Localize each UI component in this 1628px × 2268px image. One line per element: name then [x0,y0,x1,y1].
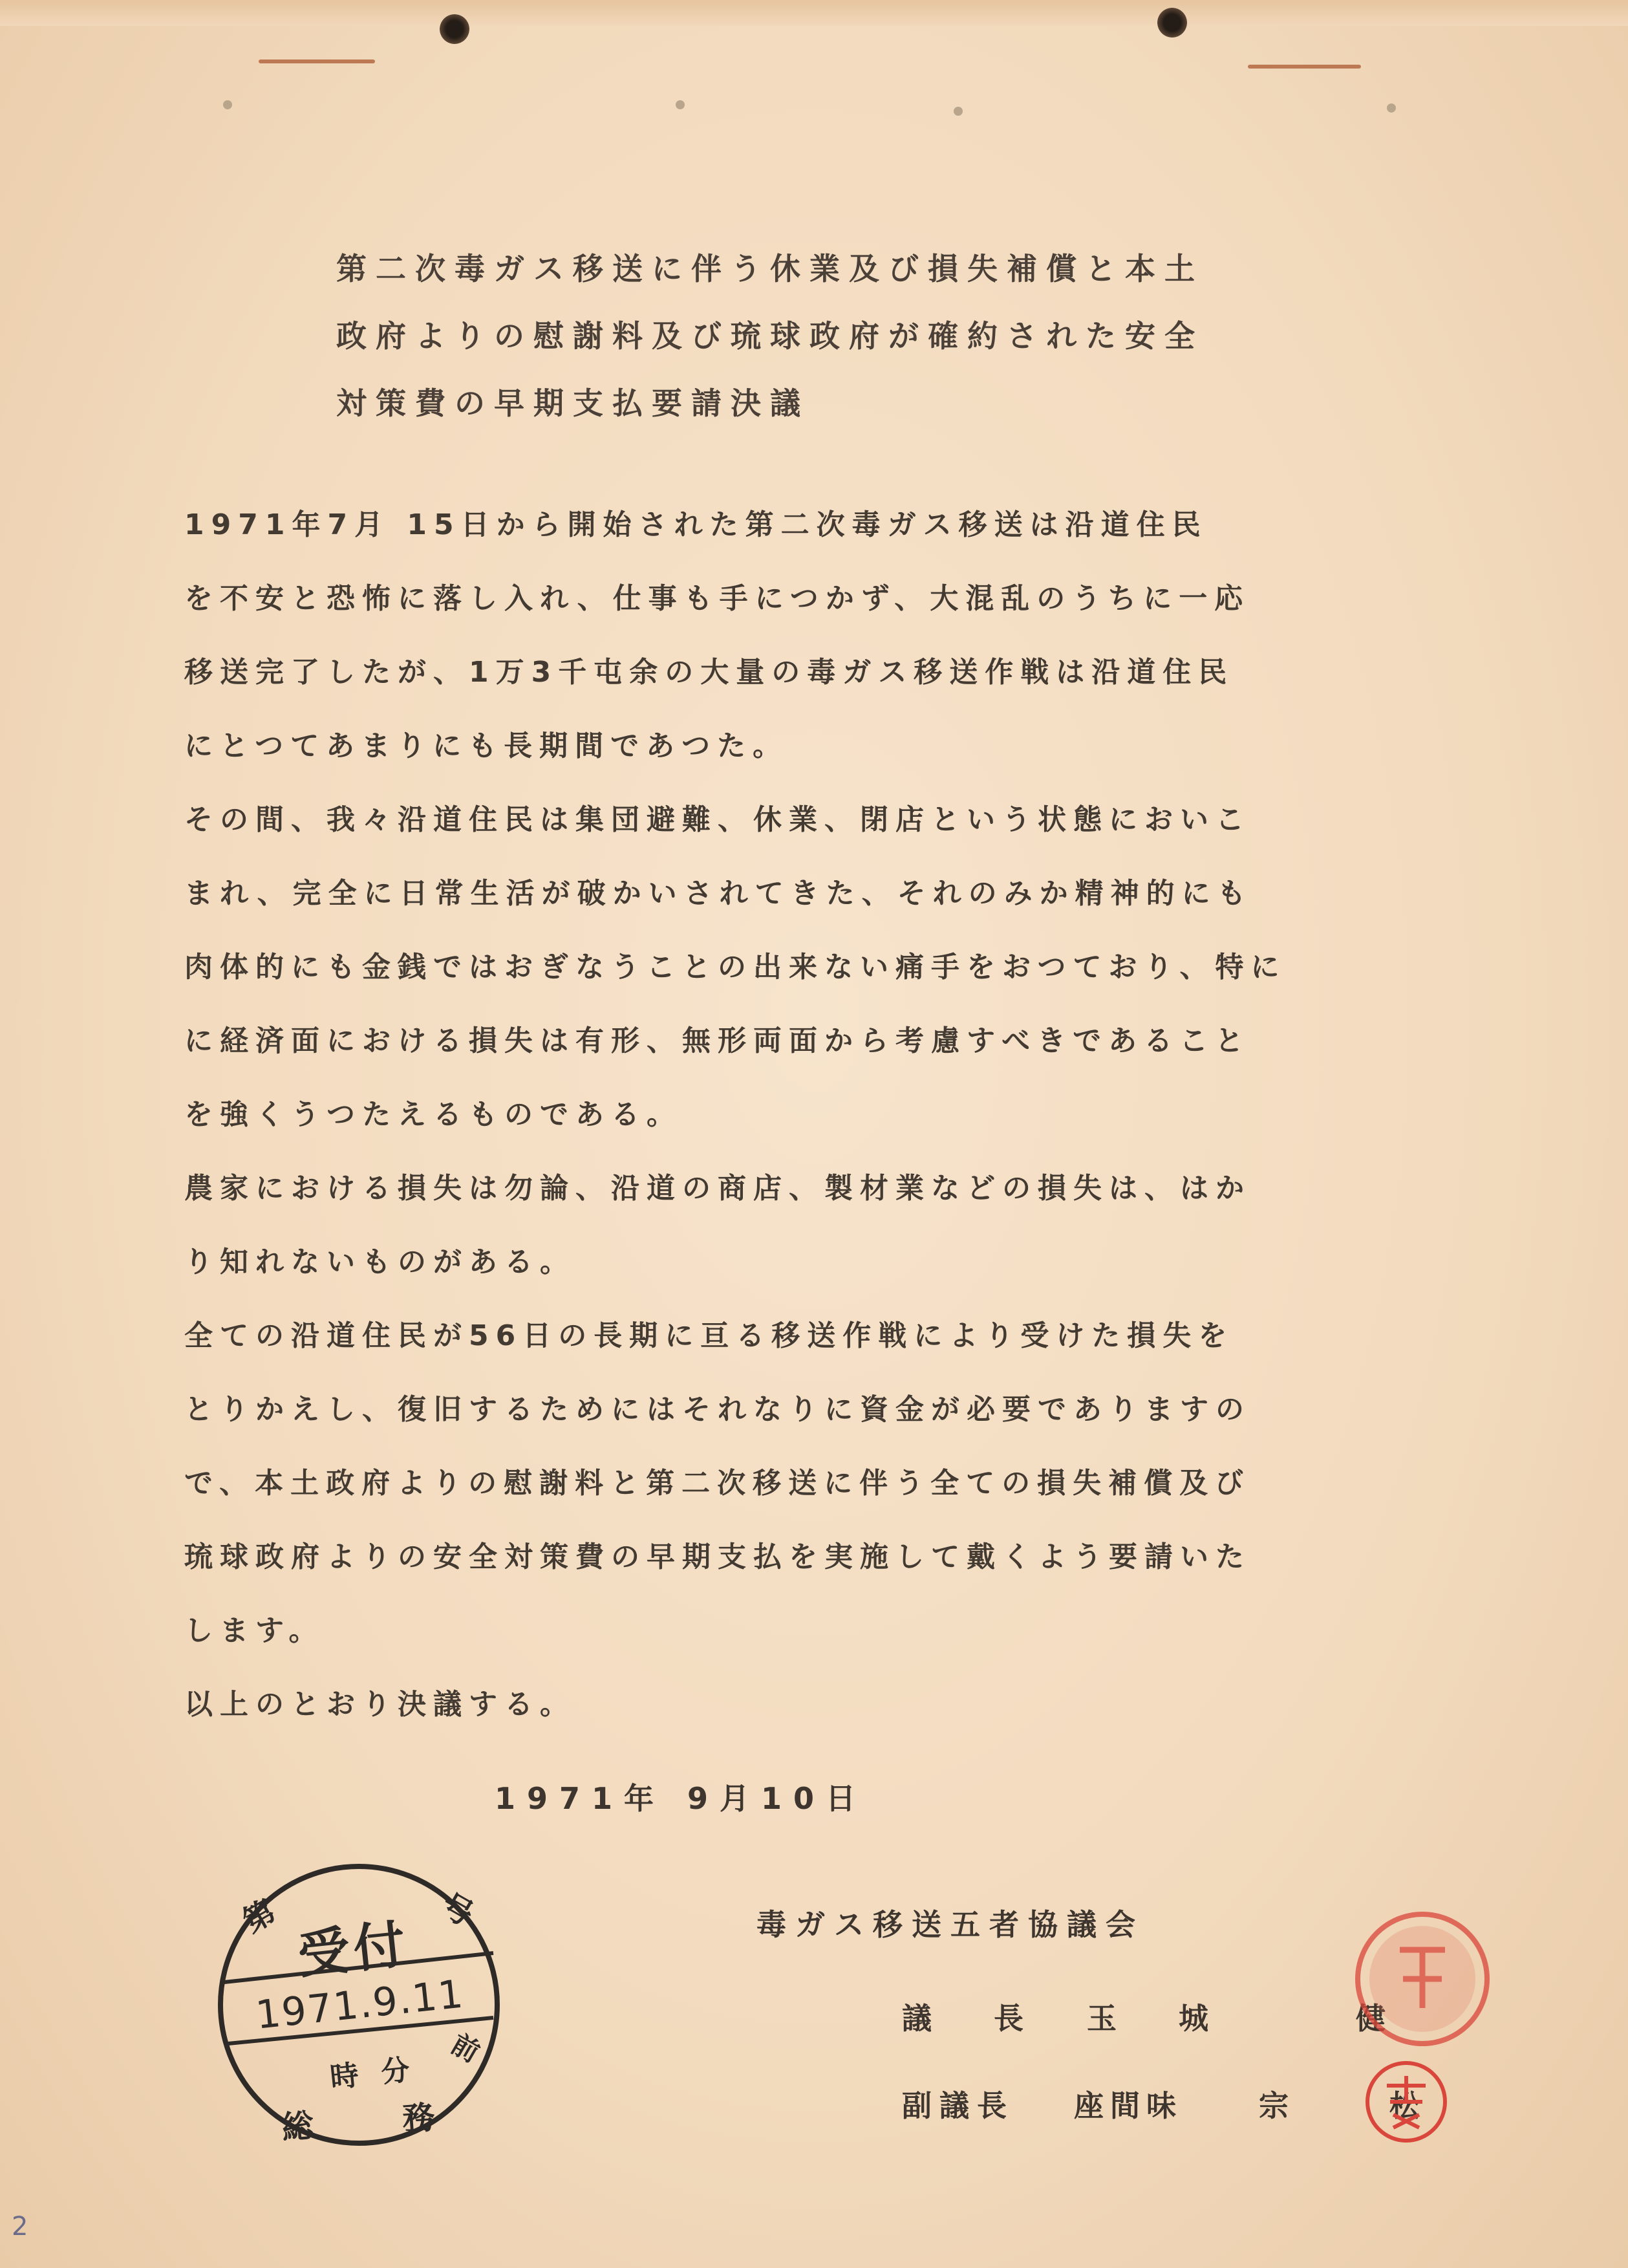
paper-top-edge [0,0,1628,26]
body-line: 肉体的にも金銭ではおぎなうことの出来ない痛手をおつており、特に [184,951,1287,984]
punch-hole-right [1157,8,1187,38]
stamp-date: 1971.9.11 [253,1971,467,2038]
pin-hole [954,107,963,116]
body-line: まれ、完全に日常生活が破かいされてきた、それのみか精神的にも [184,877,1253,910]
pin-hole [1387,103,1396,113]
reception-stamp [210,1856,508,2154]
chairman-surname: 玉 城 [1087,2001,1235,2036]
stamp-label: 受付 [295,1914,412,1985]
title-line: 対策費の早期支払要請決議 [336,386,809,422]
stamp-number-prefix: 第 [237,1893,283,1940]
body-line: 1971年7月 15日から開始された第二次毒ガス移送は沿道住民 [184,508,1208,541]
body-line: とりかえし、復旧するためにはそれなりに資金が必要でありますの [184,1393,1251,1426]
chairman-seal [1348,1905,1497,2053]
vice-chairman-given-name: 宗 松 [1259,2088,1465,2123]
title-line: 政府よりの慰謝料及び琉球政府が確約された安全 [336,319,1204,354]
stamp-department: 総 務 [280,2095,475,2147]
body-line: り知れないものがある。 [184,1246,575,1279]
stamp-time: 時 分 [328,2053,418,2095]
pin-hole [223,100,232,109]
body-line: を強くうつたえるものである。 [184,1098,682,1131]
body-line: 琉球政府よりの安全対策費の早期支払を実施して戴くよう要請いた [184,1540,1251,1573]
title-line: 第二次毒ガス移送に伴う休業及び損失補償と本土 [336,252,1204,287]
chairman-signature [902,1995,1386,2038]
chairman-given-name: 健 [1356,2001,1386,2036]
document-title [336,236,1306,438]
page-mark: 2 [12,2212,28,2241]
body-line: にとつてあまりにも長期間であつた。 [184,729,789,762]
resolution-date: 1971年 9月10日 [495,1781,868,1816]
vice-chairman-seal [1361,2057,1451,2147]
body-line: 以上のとおり決議する。 [184,1688,575,1721]
organization-name: 毒ガス移送五者協議会 [756,1907,1144,1942]
pin-hole [676,100,685,109]
body-line: で、本土政府よりの慰謝料と第二次移送に伴う全ての損失補償及び [184,1467,1251,1500]
body-line: を不安と恐怖に落し入れ、仕事も手につかず、大混乱のうちに一応 [184,582,1250,615]
rust-mark-right [1248,65,1361,69]
body-line: します。 [184,1614,325,1647]
body-line: 移送完了したが、1万3千屯余の大量の毒ガス移送作戦は沿道住民 [184,656,1234,689]
body-line: 全ての沿道住民が56日の長期に亘る移送作戦により受けた損失を [184,1319,1234,1352]
resolution-body [184,488,1448,1742]
body-line: に経済面における損失は有形、無形両面から考慮すべきであること [184,1024,1251,1057]
chairman-role: 議 長 [902,2001,1050,2036]
punch-hole-left [440,14,469,44]
stamp-ampm: 前 [445,2027,486,2069]
body-line: 農家における損失は勿論、沿道の商店、製材業などの損失は、はか [184,1172,1251,1205]
stamp-number-suffix: 号 [434,1886,480,1934]
vice-chairman-surname: 座間味 [1074,2088,1183,2123]
rust-mark-left [259,59,375,63]
vice-chairman-role: 副議長 [902,2088,1014,2123]
body-line: その間、我々沿道住民は集団避難、休業、閉店という状態においこ [184,803,1251,836]
